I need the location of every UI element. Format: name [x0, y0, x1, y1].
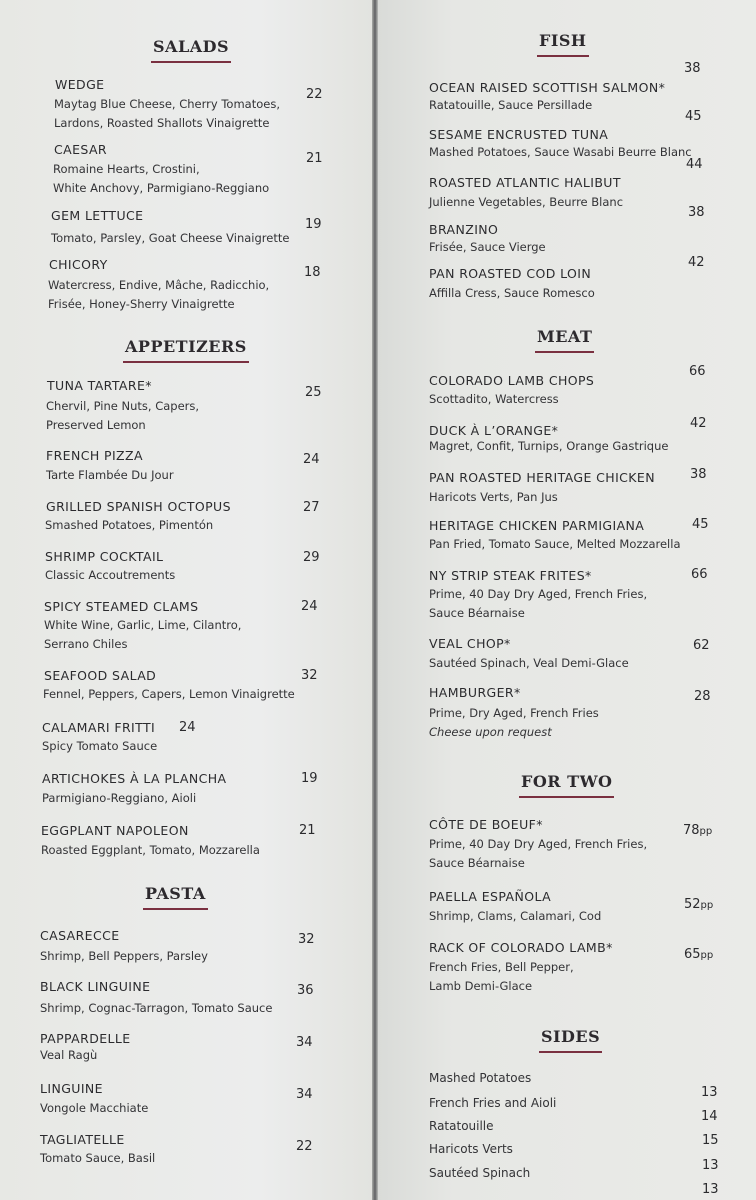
item-price: 38	[684, 61, 701, 76]
section-title-salads: SALADS	[153, 37, 230, 56]
item-name: TAGLIATELLE	[40, 1132, 125, 1147]
section-title-fish: FISH	[539, 31, 587, 50]
side-price: 14	[701, 1109, 718, 1124]
item-description: Ratatouille, Sauce Persillade	[429, 98, 593, 112]
item-name: CHICORY	[49, 257, 108, 272]
item-name: CASARECCE	[40, 928, 120, 943]
item-description: Prime, Dry Aged, French Fries Cheese upon request	[429, 706, 599, 739]
item-description: Scottadito, Watercress	[429, 392, 559, 406]
item-description: Shrimp, Bell Peppers, Parsley	[40, 949, 208, 963]
item-name: COLORADO LAMB CHOPS	[429, 373, 595, 388]
side-item: Ratatouille	[429, 1119, 494, 1133]
item-price: 62	[693, 638, 710, 653]
item-price: 34	[296, 1035, 313, 1050]
item-name: ROASTED ATLANTIC HALIBUT	[429, 175, 621, 190]
item-description: Shrimp, Cognac-Tarragon, Tomato Sauce	[40, 1001, 273, 1015]
item-price: 22	[296, 1139, 313, 1154]
item-name: PAN ROASTED HERITAGE CHICKEN	[429, 470, 655, 485]
item-price: 25	[305, 385, 322, 400]
item-name: SPICY STEAMED CLAMS	[44, 599, 199, 614]
side-price: 13	[701, 1085, 718, 1100]
section-title-pasta: PASTA	[145, 884, 206, 903]
item-price: 34	[296, 1087, 313, 1102]
section-title-appetizers: APPETIZERS	[125, 337, 247, 356]
item-description: Parmigiano-Reggiano, Aioli	[42, 791, 197, 805]
item-name: PAELLA ESPAÑOLA	[429, 889, 552, 904]
item-name: SESAME ENCRUSTED TUNA	[429, 127, 609, 142]
item-price: 27	[303, 500, 320, 515]
item-name: EGGPLANT NAPOLEON	[41, 823, 189, 838]
item-name: DUCK À L’ORANGE*	[429, 423, 559, 438]
item-name: TUNA TARTARE*	[47, 378, 152, 393]
side-item: Mashed Potatoes	[429, 1071, 532, 1085]
item-name: LINGUINE	[40, 1081, 103, 1096]
item-price: 21	[306, 151, 323, 166]
item-description: Romaine Hearts, Crostini, White Anchovy, Parmigiano-Reggiano	[53, 162, 270, 195]
item-description: Haricots Verts, Pan Jus	[429, 490, 558, 504]
item-description: Magret, Confit, Turnips, Orange Gastrique	[429, 439, 669, 453]
item-price: 29	[303, 550, 320, 565]
item-price: 42	[688, 255, 705, 270]
item-description: Tomato, Parsley, Goat Cheese Vinaigrette	[51, 231, 290, 245]
item-name: BRANZINO	[429, 222, 499, 237]
item-description: Shrimp, Clams, Calamari, Cod	[429, 909, 602, 923]
item-name: WEDGE	[55, 77, 105, 92]
side-item: Haricots Verts	[429, 1142, 513, 1156]
item-price: 38	[688, 205, 705, 220]
section-title-for-two: FOR TWO	[521, 772, 613, 791]
item-price: 32	[298, 932, 315, 947]
item-description: Smashed Potatoes, Pimentón	[45, 518, 214, 532]
item-price: 66	[689, 364, 706, 379]
item-price: 78pp	[683, 823, 713, 838]
section-title-meat: MEAT	[537, 327, 593, 346]
item-price: 36	[297, 983, 314, 998]
side-price: 15	[702, 1133, 719, 1148]
item-name: GRILLED SPANISH OCTOPUS	[46, 499, 231, 514]
item-name: CÔTE DE BOEUF*	[429, 817, 543, 832]
item-name: CAESAR	[54, 142, 107, 157]
item-price: 18	[304, 265, 321, 280]
item-name: RACK OF COLORADO LAMB*	[429, 940, 613, 955]
item-description: Fennel, Peppers, Capers, Lemon Vinaigrette	[43, 687, 295, 701]
menu-right-page	[378, 0, 756, 1200]
item-name: CALAMARI FRITTI	[42, 720, 156, 735]
item-price: 44	[686, 157, 703, 172]
item-description: Mashed Potatoes, Sauce Wasabi Beurre Blanc	[429, 145, 692, 159]
item-description: Watercress, Endive, Mâche, Radicchio, Frisée, Honey-Sherry Vinaigrette	[48, 278, 270, 311]
menu-left-page	[0, 0, 372, 1200]
item-name: PAPPARDELLE	[40, 1031, 131, 1046]
item-description: Roasted Eggplant, Tomato, Mozzarella	[41, 843, 260, 857]
item-price: 42	[690, 416, 707, 431]
item-description: Maytag Blue Cheese, Cherry Tomatoes, Lardons, Roasted Shallots Vinaigrette	[54, 97, 280, 130]
item-price: 19	[305, 217, 322, 232]
item-description: Vongole Macchiate	[40, 1101, 149, 1115]
item-price: 32	[301, 668, 318, 683]
side-price: 13	[702, 1182, 719, 1197]
side-price: 13	[702, 1158, 719, 1173]
item-description: Affilla Cress, Sauce Romesco	[429, 286, 595, 300]
item-description: Pan Fried, Tomato Sauce, Melted Mozzarella	[429, 537, 681, 551]
item-description: Sautéed Spinach, Veal Demi-Glace	[429, 656, 629, 670]
item-name: OCEAN RAISED SCOTTISH SALMON*	[429, 80, 666, 95]
side-item: Sautéed Spinach	[429, 1166, 531, 1180]
item-price: 45	[692, 517, 709, 532]
item-name: BLACK LINGUINE	[40, 979, 151, 994]
item-name: HERITAGE CHICKEN PARMIGIANA	[429, 518, 645, 533]
item-price: 38	[690, 467, 707, 482]
item-price: 66	[691, 567, 708, 582]
item-description: Spicy Tomato Sauce	[42, 739, 158, 753]
item-description: Julienne Vegetables, Beurre Blanc	[429, 195, 624, 209]
item-price: 65pp	[684, 947, 714, 962]
item-description: Prime, 40 Day Dry Aged, French Fries, Sauce Béarnaise	[429, 837, 648, 870]
section-title-sides: SIDES	[541, 1027, 601, 1046]
item-price: 45	[685, 109, 702, 124]
item-price: 24	[303, 452, 320, 467]
item-description: Veal Ragù	[40, 1048, 98, 1062]
item-description: Classic Accoutrements	[45, 568, 176, 582]
item-name: NY STRIP STEAK FRITES*	[429, 568, 592, 583]
item-price: 24	[179, 720, 196, 735]
item-name: SEAFOOD SALAD	[44, 668, 157, 683]
item-price: 24	[301, 599, 318, 614]
item-price: 28	[694, 689, 711, 704]
item-name: VEAL CHOP*	[429, 636, 511, 651]
item-price: 22	[306, 87, 323, 102]
item-description: Tomato Sauce, Basil	[40, 1151, 156, 1165]
item-description: Prime, 40 Day Dry Aged, French Fries, Sauce Béarnaise	[429, 587, 648, 620]
item-name: SHRIMP COCKTAIL	[45, 549, 164, 564]
item-description: Chervil, Pine Nuts, Capers, Preserved Lemon	[46, 399, 200, 432]
item-description: White Wine, Garlic, Lime, Cilantro, Serrano Chiles	[44, 618, 242, 651]
item-name: ARTICHOKES À LA PLANCHA	[42, 771, 227, 786]
item-name: FRENCH PIZZA	[46, 448, 143, 463]
item-description: Frisée, Sauce Vierge	[429, 240, 546, 254]
side-item: French Fries and Aioli	[429, 1096, 557, 1110]
item-name: GEM LETTUCE	[51, 208, 144, 223]
item-name: PAN ROASTED COD LOIN	[429, 266, 592, 281]
item-name: HAMBURGER*	[429, 685, 521, 700]
item-description: Tarte Flambée Du Jour	[46, 468, 174, 482]
item-price: 52pp	[684, 897, 714, 912]
item-description: French Fries, Bell Pepper, Lamb Demi-Glace	[429, 960, 574, 993]
item-price: 21	[299, 823, 316, 838]
item-price: 19	[301, 771, 318, 786]
